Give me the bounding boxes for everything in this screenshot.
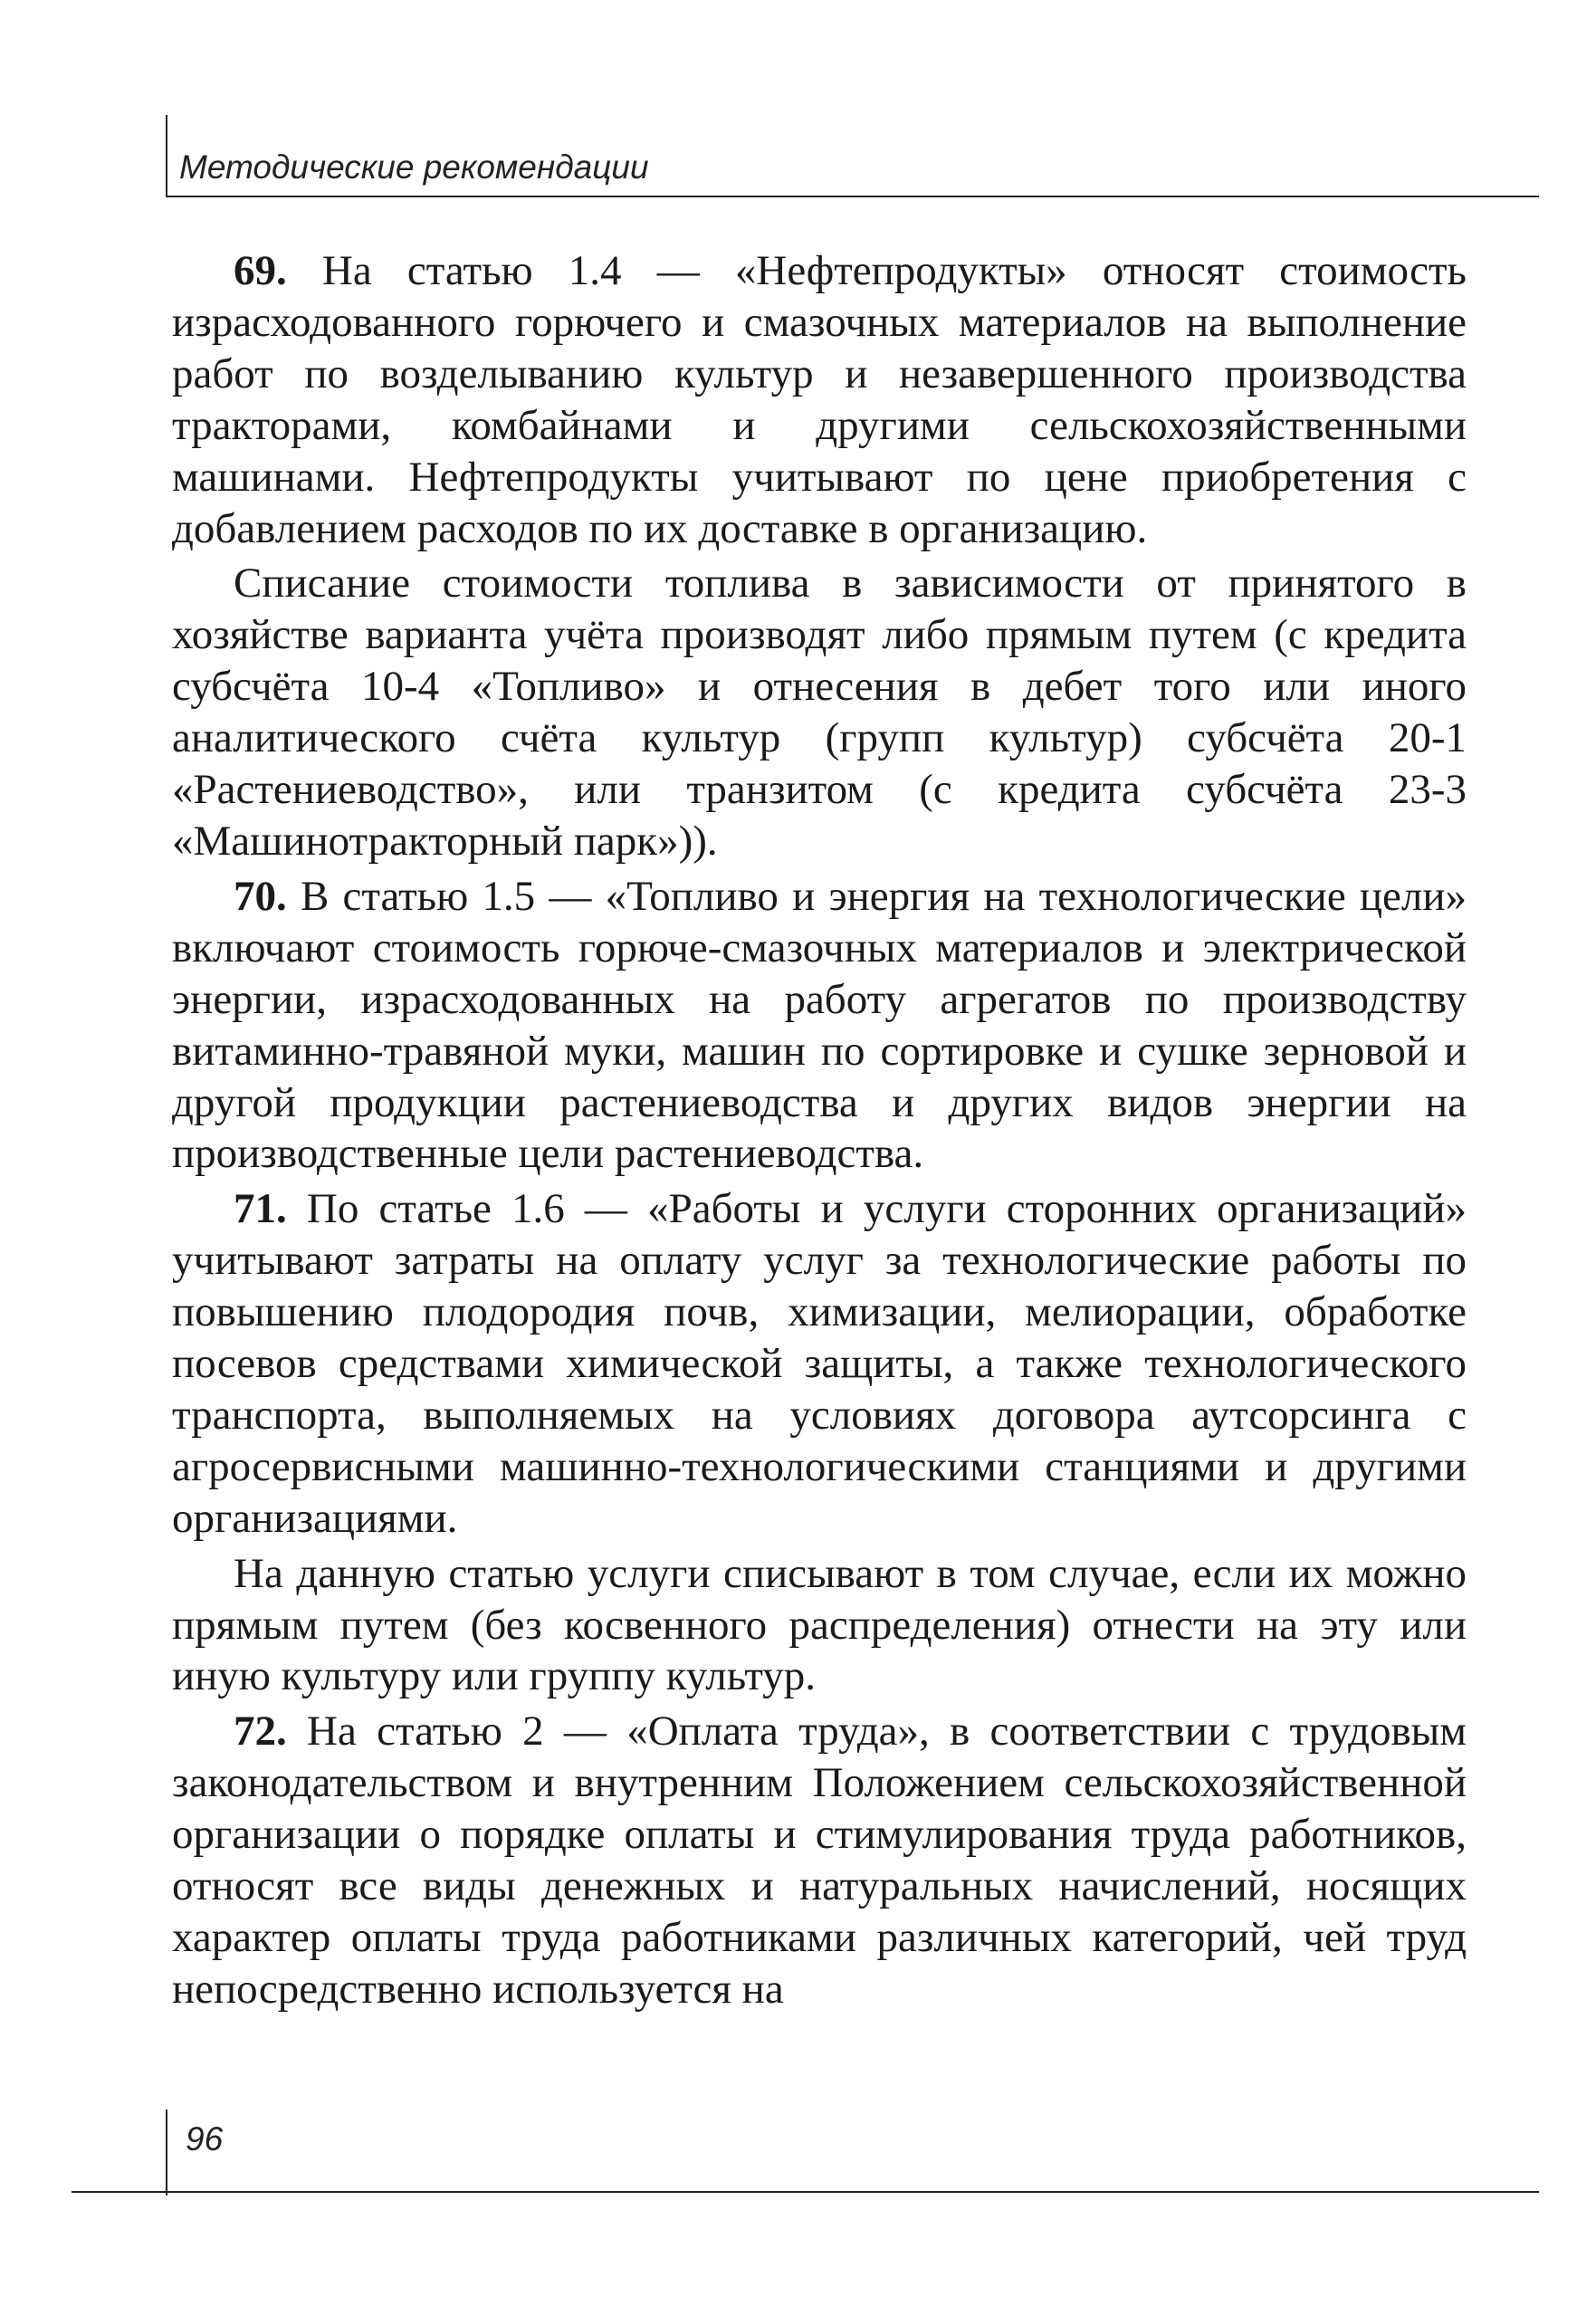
paragraph-services-writeoff: [172, 1548, 1467, 1703]
paragraph-number: 72.: [234, 1708, 287, 1756]
body-text: [172, 245, 1467, 2019]
page-number: 96: [186, 2120, 224, 2158]
paragraph-text: На статью 2 — «Оплата труда», в соответствии с трудовым законодательством и внутренним Положением сельскохозяйственной организации о порядке оплаты и стимулирования труда работников, относят все виды денежных и натуральных начислений, носящих характер оплаты труда работниками различных категорий, чей труд непосредственно используется на: [172, 1708, 1467, 2013]
paragraph-text: На данную статью услуги списывают в том случае, если их можно прямым путем (без косвенного распределения) отнести на эту или иную культуру или группу культур.: [172, 1549, 1467, 1700]
paragraph-70: [172, 871, 1467, 1180]
paragraph-72: [172, 1706, 1467, 2014]
paragraph-71: [172, 1183, 1467, 1544]
paragraph-69: [172, 245, 1467, 554]
header-rule: [166, 196, 1539, 197]
paragraph-text: Списание стоимости топлива в зависимости от принятого в хозяйстве варианта учёта производят либо прямым путем (с кредита субсчёта 10-4 «Топливо» и отнесения в дебет того или иного аналитического счёта культур (групп культур) субсчёта 20-1 «Растениеводство», или транзитом (с кредита субсчёта 23-3 «Машинотракторный парк»)).: [172, 560, 1467, 865]
paragraph-text: На статью 1.4 — «Нефтепродукты» относят стоимость израсходованного горючего и смазочных материалов на выполнение работ по возделыванию культур и незавершенного производства тракторами, комбайнами и другими сельскохозяйственными машинами. Нефтепродукты учитывают по цене приобретения с добавлением расходов по их доставке в организацию.: [172, 247, 1467, 552]
paragraph-fuel-writeoff: [172, 558, 1467, 866]
paragraph-text: По статье 1.6 — «Работы и услуги сторонних организаций» учитывают затраты на оплату услуг за технологические работы по повышению плодородия почв, химизации, мелиорации, обработке посевов средствами химической защиты, а также технологического транспорта, выполняемых на условиях договора аутсорсинга с агросервисными машинно-технологическими станциями и другими организациями.: [172, 1185, 1467, 1542]
paragraph-number: 71.: [234, 1185, 287, 1233]
footer-rule: [72, 2191, 1539, 2193]
running-head: Методические рекомендации: [179, 148, 649, 186]
header-rule-tick: [166, 115, 167, 196]
paragraph-number: 70.: [234, 872, 287, 920]
footer-rule-tick: [166, 2110, 167, 2196]
paragraph-number: 69.: [234, 247, 287, 294]
paragraph-text: В статью 1.5 — «Топливо и энергия на технологические цели» включают стоимость горюче-смазочных материалов и электрической энергии, израсходованных на работу агрегатов по производству витаминно-травяной муки, машин по сортировке и сушке зерновой и другой продукции растениеводства и других видов энергии на производственные цели растениеводства.: [172, 872, 1467, 1178]
